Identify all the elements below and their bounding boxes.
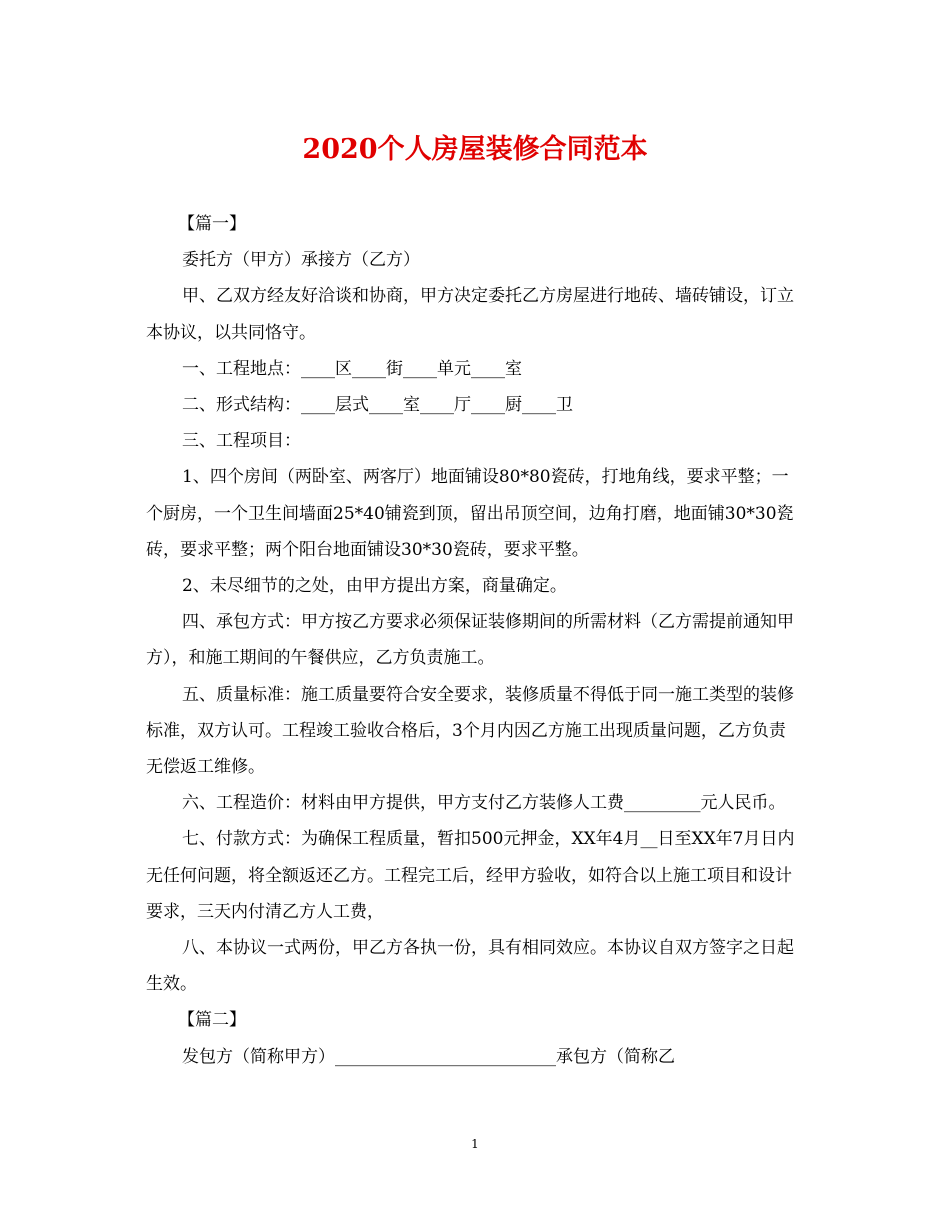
clause-location: 一、工程地点：____区____街____单元____室 (182, 358, 522, 379)
section-heading-2: 【篇二】 (178, 1010, 246, 1031)
intro-paragraph: 甲、乙双方经友好洽谈和协商，甲方决定委托乙方房屋进行地砖、墙砖铺设，订立本协议，以共同恪守。 (146, 286, 794, 343)
parties-line: 委托方（甲方）承接方（乙方） (182, 250, 420, 271)
clause-structure: 二、形式结构：____层式____室____厅____厨____卫 (182, 395, 573, 416)
clause-contract-method: 四、承包方式：甲方按乙方要求必须保证装修期间的所需材料（乙方需提前通知甲方），和施工期间的午餐供应，乙方负责施工。 (146, 612, 794, 669)
clause-item-2: 2、未尽细节的之处，由甲方提出方案，商量确定。 (182, 576, 567, 597)
clause-item-1: 1、四个房间（两卧室、两客厅）地面铺设80*80瓷砖，打地角线，要求平整；一个厨房，一个卫生间墙面25*40铺瓷到顶，留出吊顶空间，边角打磨，地面铺30*30瓷砖，要求平整；两个阳台地面铺设30*30瓷砖，要求平整。 (146, 467, 794, 560)
clause-cost: 六、工程造价：材料由甲方提供，甲方支付乙方装修人工费_________元人民币。 (182, 793, 786, 814)
clause-items-heading: 三、工程项目： (182, 431, 301, 452)
document-body (146, 206, 802, 1075)
section-heading-1: 【篇一】 (178, 214, 246, 234)
clause-quality: 五、质量标准：施工质量要符合安全要求，装修质量不得低于同一施工类型的装修标准，双方认可。工程竣工验收合格后，3个月内因乙方施工出现质量问题，乙方负责无偿返工维修。 (146, 684, 794, 778)
parties-line-2: 发包方（简称甲方）__________________________承包方（简称乙 (182, 1046, 675, 1067)
document-title: 2020个人房屋装修合同范本 (302, 134, 648, 165)
clause-payment: 七、付款方式：为确保工程质量，暂扣500元押金，XX年4月__日至XX年7月日内无任何问题，将全额返还乙方。工程完工后，经甲方验收，如符合以上施工项目和设计要求，三天内付清乙方人工费， (146, 829, 795, 922)
clause-effect: 八、本协议一式两份，甲乙方各执一份，具有相同效应。本协议自双方签字之日起生效。 (146, 938, 794, 995)
page-number: 1 (471, 1137, 479, 1151)
